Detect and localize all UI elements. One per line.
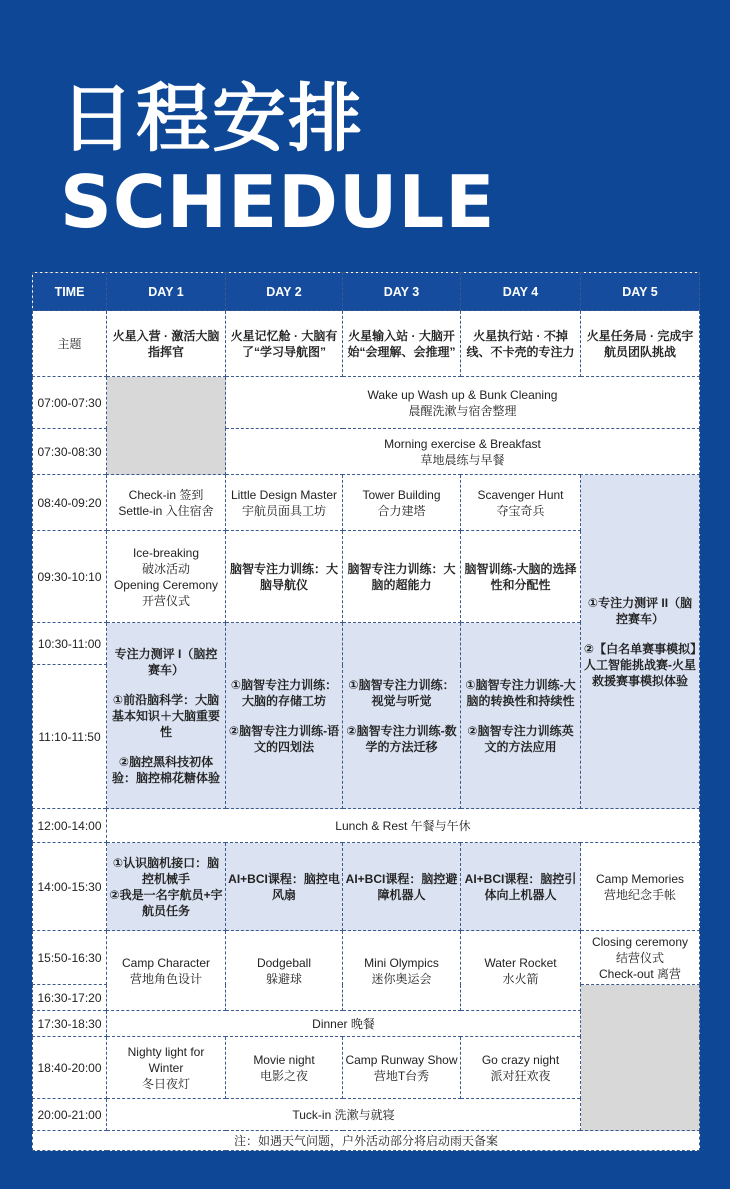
time-cell: 09:30-10:10	[33, 531, 107, 623]
header-day5: DAY 5	[581, 273, 700, 311]
activity-cell	[107, 843, 226, 931]
row-0840	[33, 475, 700, 531]
time-cell: 10:30-11:00	[33, 623, 107, 665]
theme-day2: 火星记忆舱 · 大脑有了“学习导航图”	[226, 311, 343, 377]
activity-en: Water Rocket	[484, 955, 557, 970]
activity-cell	[226, 931, 343, 1011]
header-day3: DAY 3	[343, 273, 461, 311]
closing-cell	[581, 931, 700, 985]
activity-cell	[461, 931, 581, 1011]
activity-cell	[461, 1037, 581, 1099]
tuckin-cell: Tuck-in 洗漱与就寝	[107, 1099, 581, 1131]
activity-en: Mini Olympics	[364, 955, 439, 970]
theme-day4: 火星执行站 · 不掉线、不卡壳的专注力	[461, 311, 581, 377]
time-cell: 14:00-15:30	[33, 843, 107, 931]
activity-en: Dodgeball	[256, 955, 312, 970]
activity-cell	[107, 623, 226, 809]
activity-cell: AI+BCI课程：脑控电风扇	[226, 843, 343, 931]
theme-row	[33, 311, 700, 377]
title-en: SCHEDULE	[60, 160, 496, 244]
header-row	[33, 273, 700, 311]
note-row	[33, 1131, 700, 1151]
activity-text: ②脑智专注力训练-数学的方法迁移	[346, 723, 457, 754]
closing-text: 结营仪式	[615, 950, 664, 965]
row-1400	[33, 843, 700, 931]
activity-en: Camp Runway Show	[345, 1052, 458, 1067]
activity-zh: 派对狂欢夜	[490, 1068, 551, 1083]
day5-item: ①专注力测评 II（脑控赛车）	[587, 595, 693, 626]
activity-en: Check-in 签到	[128, 487, 204, 502]
time-cell: 15:50-16:30	[33, 931, 107, 985]
activity-en: Camp Character	[121, 955, 211, 970]
activity-cell	[343, 931, 461, 1011]
closing-text: Closing ceremony	[591, 934, 689, 949]
activity-cell	[107, 531, 226, 623]
activity-cell	[343, 623, 461, 809]
wake-zh: 晨醒洗漱与宿舍整理	[408, 403, 517, 418]
activity-text: ②脑智专注力训练-语文的四划法	[228, 723, 340, 754]
time-cell: 07:30-08:30	[33, 429, 107, 475]
activity-zh: 合力建塔	[377, 503, 426, 518]
row-1200	[33, 809, 700, 843]
activity-zh: 营地角色设计	[129, 971, 202, 986]
activity-zh: Settle-in 入住宿舍	[118, 503, 214, 518]
header-time: TIME	[33, 273, 107, 311]
header-day1: DAY 1	[107, 273, 226, 311]
breakfast-zh: 草地晨练与早餐	[420, 452, 505, 467]
row-0700	[33, 377, 700, 429]
breakfast-en: Morning exercise & Breakfast	[384, 436, 541, 451]
lunch-cell: Lunch & Rest 午餐与午休	[107, 809, 700, 843]
activity-zh: 水火箭	[502, 971, 539, 986]
activity-cell: AI+BCI课程：脑控引体向上机器人	[461, 843, 581, 931]
time-cell: 17:30-18:30	[33, 1011, 107, 1037]
activity-cell	[343, 1037, 461, 1099]
time-cell: 18:40-20:00	[33, 1037, 107, 1099]
activity-cell	[343, 475, 461, 531]
activity-cell	[226, 475, 343, 531]
activity-cell: 脑智专注力训练：大脑的超能力	[343, 531, 461, 623]
activity-cell	[226, 623, 343, 809]
closing-text: Check-out 离营	[598, 966, 682, 981]
day5-morning-cell	[581, 475, 700, 809]
activity-cell: 脑智专注力训练：大脑导航仪	[226, 531, 343, 623]
activity-text: ①脑智专注力训练：视觉与听觉	[348, 677, 455, 708]
activity-en: Tower Building	[362, 487, 441, 502]
theme-day1: 火星入营 · 激活大脑指挥官	[107, 311, 226, 377]
header-day4: DAY 4	[461, 273, 581, 311]
activity-text: Opening Ceremony	[113, 577, 219, 592]
time-cell: 12:00-14:00	[33, 809, 107, 843]
activity-text: ②脑智专注力训练英文的方法应用	[467, 723, 574, 754]
activity-text: ②我是一名宇航员+宇航员任务	[109, 887, 223, 918]
activity-text: ①脑智专注力训练-大脑的转换性和持续性	[465, 677, 576, 708]
activity-cell	[581, 843, 700, 931]
breakfast-cell	[226, 429, 700, 475]
activity-cell	[461, 623, 581, 809]
activity-en: Movie night	[253, 1052, 315, 1067]
activity-en: Little Design Master	[230, 487, 338, 502]
row-1550	[33, 931, 700, 985]
header-day2: DAY 2	[226, 273, 343, 311]
activity-cell: AI+BCI课程：脑控避障机器人	[343, 843, 461, 931]
activity-text: 专注力测评 I（脑控赛车）	[114, 646, 218, 677]
dinner-cell: Dinner 晚餐	[107, 1011, 581, 1037]
activity-cell	[107, 931, 226, 1011]
empty-cell	[581, 985, 700, 1131]
note-text: 注：如遇天气问题，户外活动部分将启动雨天备案	[33, 1131, 700, 1151]
theme-day5: 火星任务局 · 完成宇航员团队挑战	[581, 311, 700, 377]
activity-text: 开营仪式	[141, 593, 190, 608]
wake-en: Wake up Wash up & Bunk Cleaning	[367, 387, 558, 402]
wake-cell	[226, 377, 700, 429]
activity-text: ①认识脑机接口：脑控机械手	[112, 855, 220, 886]
activity-text: ①脑智专注力训练：大脑的存储工坊	[230, 677, 338, 708]
activity-zh: 营地T台秀	[373, 1068, 430, 1083]
activity-text: ②脑控黑科技初体验：脑控棉花糖体验	[111, 754, 220, 785]
time-cell: 07:00-07:30	[33, 377, 107, 429]
empty-cell	[107, 377, 226, 475]
activity-text: 破冰活动	[141, 561, 190, 576]
activity-cell	[107, 1037, 226, 1099]
time-cell: 08:40-09:20	[33, 475, 107, 531]
activity-text: ①前沿脑科学：大脑基本知识＋大脑重要性	[111, 692, 220, 739]
time-cell: 11:10-11:50	[33, 665, 107, 809]
title-zh: 日程安排	[60, 76, 364, 162]
activity-zh: 夺宝奇兵	[496, 503, 545, 518]
activity-zh: 电影之夜	[259, 1068, 308, 1083]
activity-cell	[226, 1037, 343, 1099]
activity-en: Scavenger Hunt	[477, 487, 564, 502]
time-cell: 16:30-17:20	[33, 985, 107, 1011]
activity-zh: 营地纪念手帐	[603, 887, 676, 902]
activity-zh: 宇航员面具工坊	[241, 503, 326, 518]
theme-label: 主题	[33, 311, 107, 377]
activity-zh: 迷你奥运会	[371, 971, 432, 986]
activity-en: Nighty light for Winter	[127, 1044, 205, 1075]
day5-item: ②【白名单赛事模拟】人工智能挑战赛-火星救援赛事模拟体验	[583, 641, 697, 688]
activity-cell	[461, 475, 581, 531]
activity-zh: 躲避球	[265, 971, 302, 986]
schedule-table	[32, 272, 700, 1151]
activity-cell: 脑智训练-大脑的选择性和分配性	[461, 531, 581, 623]
activity-zh: 冬日夜灯	[141, 1076, 190, 1091]
activity-en: Go crazy night	[481, 1052, 560, 1067]
activity-text: Ice-breaking	[132, 545, 200, 560]
activity-en: Camp Memories	[595, 871, 685, 886]
time-cell: 20:00-21:00	[33, 1099, 107, 1131]
activity-cell	[107, 475, 226, 531]
theme-day3: 火星输入站 · 大脑开始“会理解、会推理”	[343, 311, 461, 377]
